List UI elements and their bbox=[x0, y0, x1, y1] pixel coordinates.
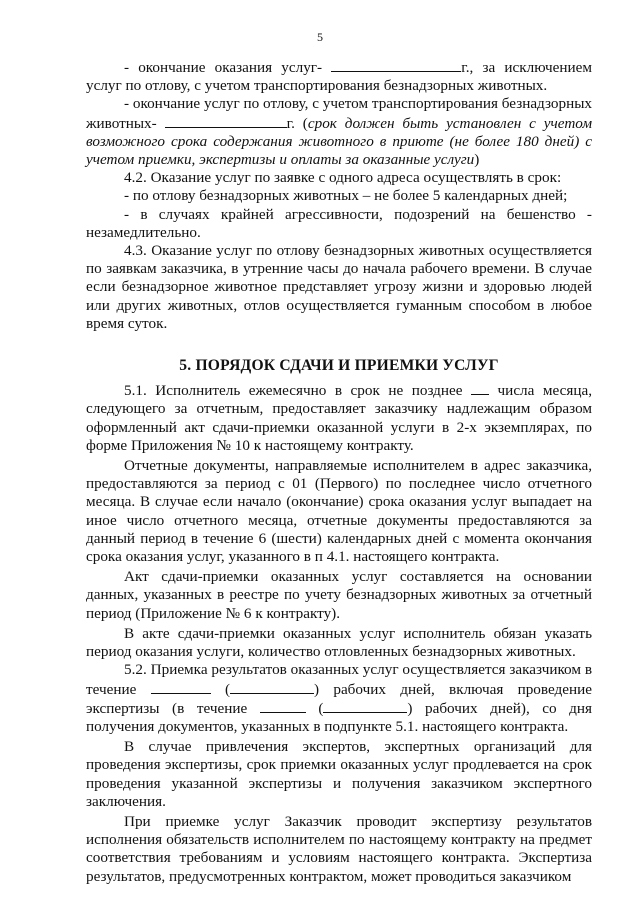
paragraph-catching-term: - по отлову безнадзорных животных – не более 5 календарных дней; bbox=[124, 187, 568, 205]
paragraph-act-content: В акте сдачи-приемки оказанных услуг исполнитель обязан указать период оказания услуги, количество отловленных безнадзорных животных. bbox=[86, 624, 592, 661]
paragraph-4-3: 4.3. Оказание услуг по отлову безнадзорных животных осуществляется по заявкам заказчика, в утренние часы до начала рабочего времени. В случае если безнадзорное животное представляет угрозу жизни и здоровью людей или других животных, отлов осуществляется гуманным способом в любое время суток. bbox=[86, 242, 592, 332]
paragraph-reporting-docs: Отчетные документы, направляемые исполнителем в адрес заказчика, предоставляются за период с 01 (Первого) по последнее число отчетного месяца. В случае если начало (окончание) срока оказания услуг выпадает на иное число отчетного месяца, отчетные документы предоставляются за данный период в течение 6 (шести) календарных дней с момента окончания срока оказания услуг, указанного в п 4.1. настоящего контракта. bbox=[86, 457, 592, 566]
document-body bbox=[86, 58, 592, 886]
paragraph-catching-end: - окончание услуг по отлову, с учетом транспортирования безнадзорных животных- г. (срок должен быть установлен с учетом возможного срока содержания животного в приюте (не более 180 дней) с учетом приемки, экспертизы и оплаты за оказанные услуги) bbox=[86, 95, 593, 169]
date-blank bbox=[165, 114, 287, 128]
paragraph-service-end: - окончание оказания услуг- г., за исключением услуг по отлову, с учетом транспортирования безнадзорных животных. bbox=[86, 59, 592, 95]
paragraph-aggression: - в случаях крайней агрессивности, подозрений на бешенство - незамедлительно. bbox=[86, 205, 592, 241]
days-number-blank bbox=[260, 699, 306, 713]
paragraph-act-basis: Акт сдачи-приемки оказанных услуг составляется на основании данных, указанных в реестре по учету безнадзорных животных за отчетный период (Приложение № 6 к контракту). bbox=[86, 568, 592, 622]
days-words-blank bbox=[323, 699, 407, 713]
paragraph-5-1: 5.1. Исполнитель ежемесячно в срок не позднее числа месяца, следующего за отчетным, предоставляет заказчику надлежащим образом оформленный акт сдачи-приемки оказанной услуги в 2-х экземплярах, по форме Приложения № 10 к настоящему контракту. bbox=[86, 382, 593, 454]
days-number-blank bbox=[151, 680, 211, 694]
days-words-blank bbox=[230, 680, 314, 694]
paragraph-5-2: 5.2. Приемка результатов оказанных услуг осуществляется заказчиком в течение ( ) рабочих дней, включая проведение экспертизы (в течение ( ) рабочих дней), со дня получения документов, указанных в подпункте 5.1. настоящего контракта. bbox=[86, 661, 593, 735]
paragraph-experts: В случае привлечения экспертов, экспертных организаций для проведения экспертизы, срок приемки оказанных услуг продлевается на срок проведения указанной экспертизы и получения заказчиком экспертного заключения. bbox=[86, 738, 592, 810]
page-number: 5 bbox=[317, 30, 323, 44]
paragraph-4-2: 4.2. Оказание услуг по заявке с одного адреса осуществлять в срок: bbox=[124, 169, 562, 187]
day-blank bbox=[471, 381, 489, 395]
date-blank bbox=[331, 58, 461, 72]
section-heading: 5. ПОРЯДОК СДАЧИ И ПРИЕМКИ УСЛУГ bbox=[179, 357, 499, 375]
paragraph-expertise: При приемке услуг Заказчик проводит экспертизу результатов исполнения обязательств исполнителем по настоящему контракту на предмет соответствия требованиям и условиям настоящего контракта. Экспертиза результатов, предусмотренных контрактом, может проводиться заказчиком bbox=[86, 812, 592, 885]
